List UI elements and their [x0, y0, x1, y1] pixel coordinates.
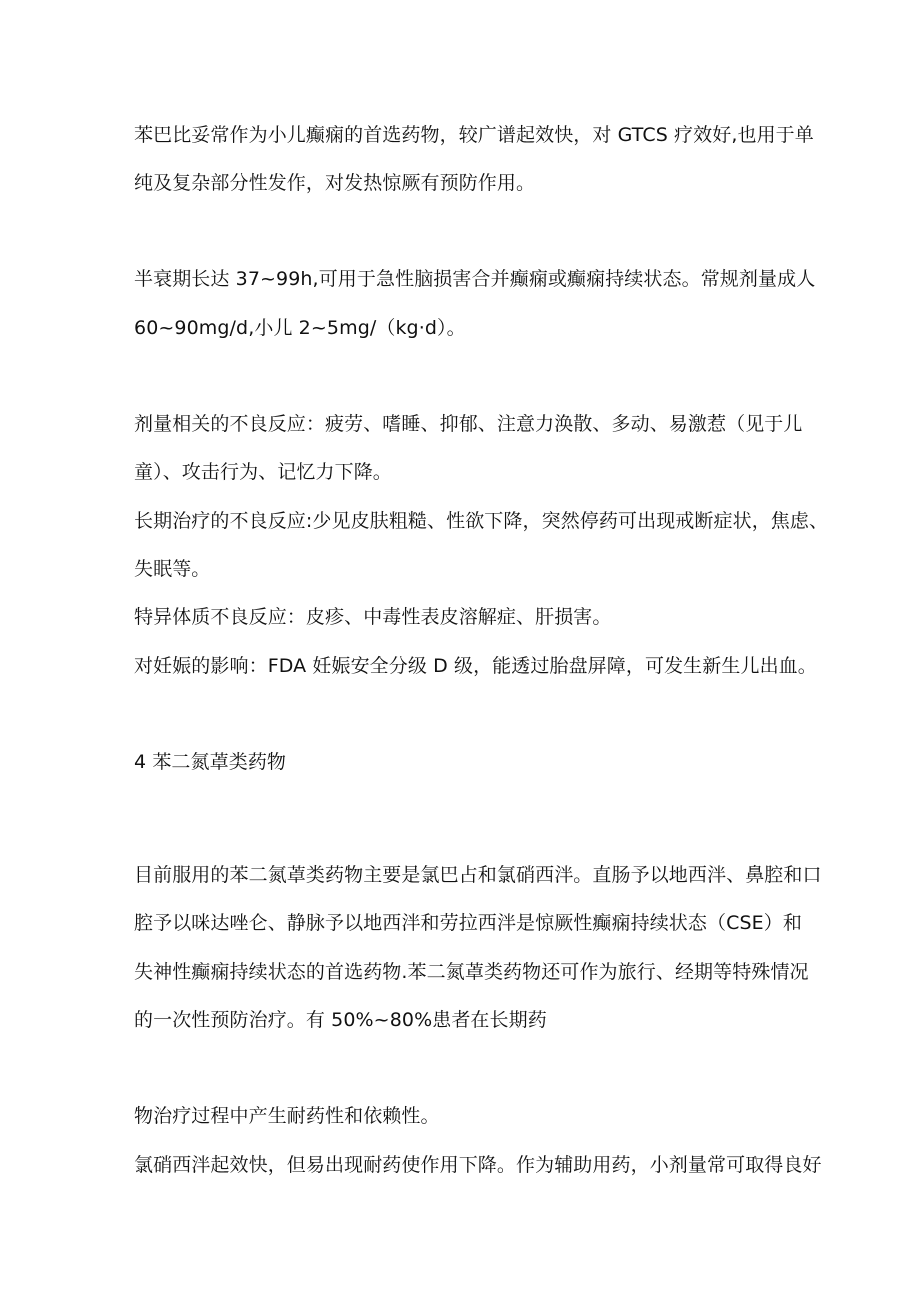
paragraph-tolerance: 物治疗过程中产生耐药性和依赖性。 [134, 1105, 440, 1127]
paragraph-long-term-adverse-line-1: 长期治疗的不良反应:少见皮肤粗糙、性欲下降，突然停药可出现戒断症状，焦虑、 [134, 510, 829, 532]
paragraph-phenobarbital-halflife-line-1: 半衰期长达 37~99h,可用于急性脑损害合并癫痫或癫痫持续状态。常规剂量成人 [134, 268, 816, 290]
paragraph-pregnancy-effect: 对妊娠的影响：FDA 妊娠安全分级 D 级，能透过胎盘屏障，可发生新生儿出血。 [134, 655, 817, 677]
paragraph-long-term-adverse-line-2: 失眠等。 [134, 558, 211, 580]
paragraph-clonazepam: 氯硝西泮起效快，但易出现耐药使作用下降。作为辅助用药，小剂量常可取得良好 [134, 1154, 822, 1176]
paragraph-phenobarbital-intro-line-1: 苯巴比妥常作为小儿癫痫的首选药物，较广谱起效快，对 GTCS 疗效好,也用于单 [134, 124, 814, 146]
paragraph-benzodiazepine-intro-line-1: 目前服用的苯二氮䓬类药物主要是氯巴占和氯硝西泮。直肠予以地西泮、鼻腔和口 [134, 864, 822, 886]
paragraph-idiosyncratic-adverse: 特异体质不良反应：皮疹、中毒性表皮溶解症、肝损害。 [134, 606, 612, 628]
paragraph-dose-related-adverse-line-1: 剂量相关的不良反应：疲劳、嗜睡、抑郁、注意力涣散、多动、易激惹（见于儿 [134, 413, 803, 435]
paragraph-dose-related-adverse-line-2: 童）、攻击行为、记忆力下降。 [134, 461, 392, 483]
paragraph-phenobarbital-halflife-line-2: 60~90mg/d,小儿 2~5mg∕（kg·d）。 [134, 317, 466, 339]
paragraph-benzodiazepine-intro-line-4: 的一次性预防治疗。有 50%~80%患者在长期药 [134, 1009, 547, 1031]
paragraph-phenobarbital-intro-line-2: 纯及复杂部分性发作，对发热惊厥有预防作用。 [134, 172, 536, 194]
paragraph-benzodiazepine-intro-line-3: 失神性癫痫持续状态的首选药物.苯二氮䓬类药物还可作为旅行、经期等特殊情况 [134, 961, 809, 983]
paragraph-benzodiazepine-intro-line-2: 腔予以咪达唑仑、静脉予以地西泮和劳拉西泮是惊厥性癫痫持续状态（CSE）和 [134, 912, 802, 934]
section-heading: 4 苯二氮䓬类药物 [134, 751, 287, 773]
